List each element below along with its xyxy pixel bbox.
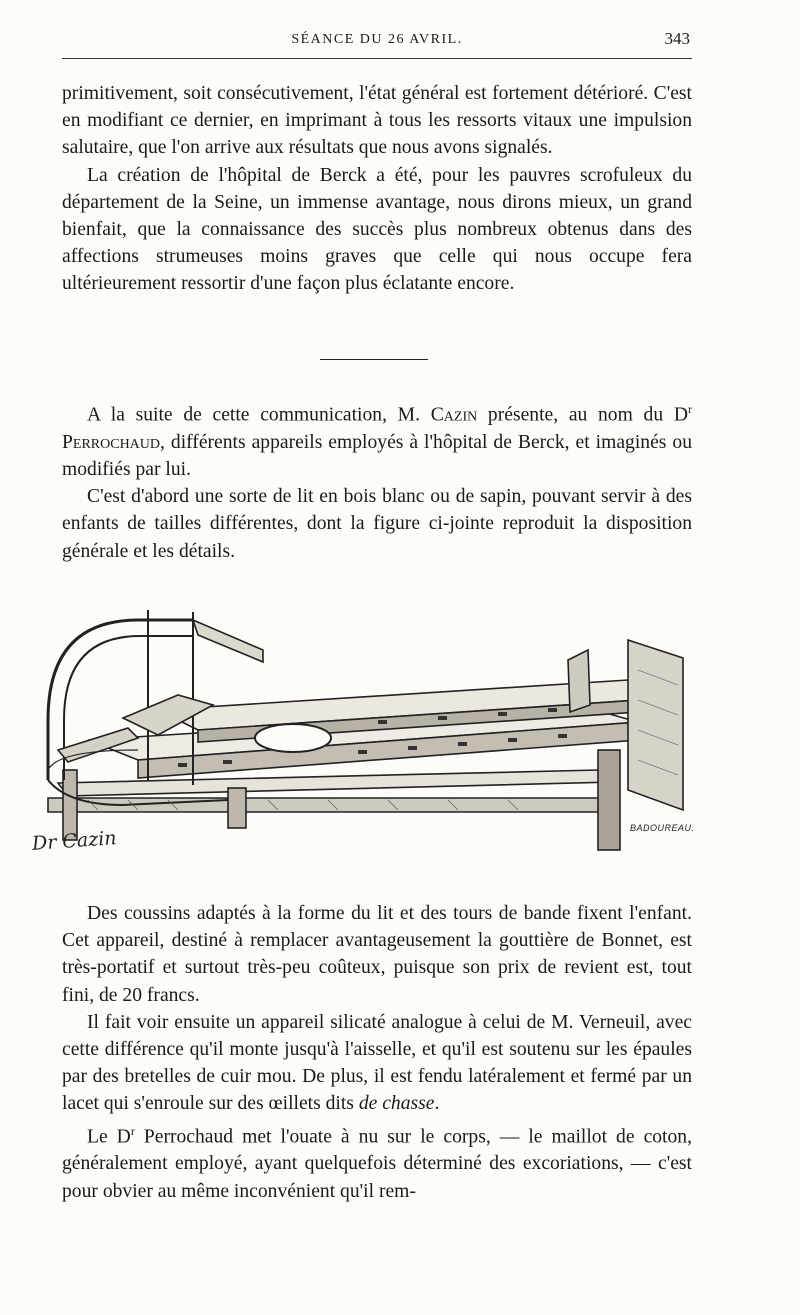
page-number: 343 — [664, 29, 690, 48]
page-header — [62, 28, 692, 59]
paragraph-berck-hospital: La création de l'hôpital de Berck a été, pour les pauvres scrofuleux du département de la Seine, un immense avantage, nous dirons mieux, un grand bienfait, que la connaissance des succès plus nombreux obtenus dans des affections strumeuses moins graves que celle qui nous occupe fera ultérieurement ressortir d'une façon plus éclatante encore. — [62, 164, 692, 295]
paragraph-continuation: primitivement, soit consécutivement, l'état général est fortement détérioré. C'est en modifiant ce dernier, en imprimant à tous les ressorts vitaux une impulsion salutaire, que l'on arrive aux résultats que nous avons signalés. — [62, 83, 692, 159]
text-block-middle — [62, 396, 692, 565]
paragraph-ouate: Le $D^r$ Perrochaud met l'ouate à nu sur le corps, — le maillot de coton, généralement employé, ayant quelquefois déterminé des excoriations, — c'est pour obvier au même inconvénient qu'il rem- — [62, 1123, 692, 1202]
running-head: SÉANCE DU 26 AVRIL. — [291, 32, 463, 47]
paragraph-cushions: Des coussins adaptés à la forme du lit et des tours de bande fixent l'enfant. Cet appareil, destiné à remplacer avantageusement la gouttière de Bonnet, est très-portatif et surtout très-peu coûteux, puisque son prix de revient est, tout fini, de 20 francs. — [62, 903, 692, 1006]
text-block-top — [62, 80, 692, 298]
paragraph-bed-description: C'est d'abord une sorte de lit en bois blanc ou de sapin, pouvant servir à des enfants de tailles différentes, dont la figure ci-jointe reproduit la disposition générale et les détails. — [62, 486, 692, 562]
name-perrochaud: Perrochaud — [62, 431, 161, 453]
section-separator — [320, 359, 428, 360]
name-cazin: Cazin — [430, 404, 478, 426]
bed-illustration — [28, 600, 695, 868]
bed-engraving — [28, 600, 688, 868]
paragraph-cazin-presentation: A la suite de cette communication, M. Cazin présente, au nom du $D^r$ Perrochaud, différents appareils employés à l'hôpital de Berck, et imaginés ou modifiés par lui. — [62, 402, 692, 480]
engraving-signature-right: BADOUREAU. — [630, 823, 695, 833]
text-block-bottom — [62, 900, 692, 1205]
engraving-signature-left: Dr Cazin — [31, 827, 118, 855]
paragraph-silicate-apparatus: Il fait voir ensuite un appareil silicaté analogue à celui de M. Verneuil, avec cette différence qu'il monte jusqu'à l'aisselle, et qu'il est soutenu sur les épaules par des bretelles de cuir mou. De plus, il est fendu latéralement et fermé par un lacet qui s'enroule sur des œillets dits de chasse. — [62, 1011, 692, 1115]
